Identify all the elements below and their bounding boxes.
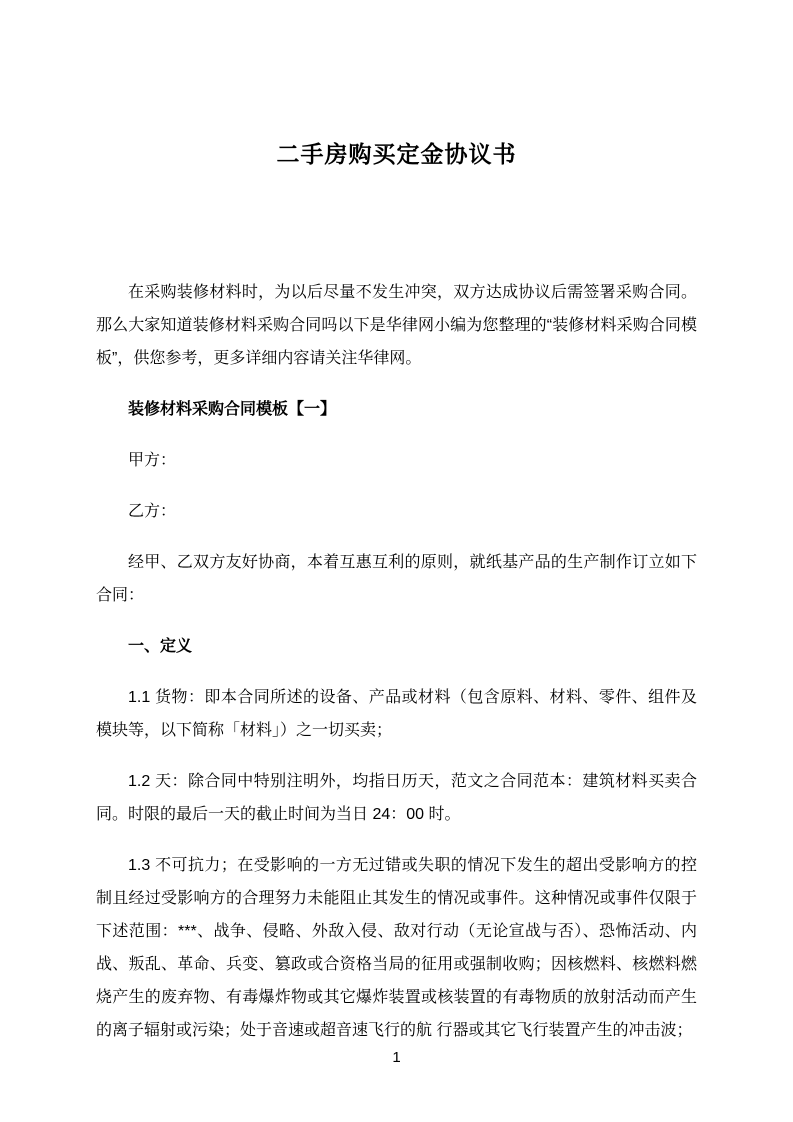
preamble-paragraph: 经甲、乙双方友好协商，本着互惠互利的原则，就纸基产品的生产制作订立如下合同： — [96, 554, 697, 604]
party-a-label: 甲方： — [128, 452, 177, 469]
template-heading: 装修材料采购合同模板【一】 — [128, 401, 337, 418]
intro-paragraph: 在采购装修材料时，为以后尽量不发生冲突，双方达成协议后需签署采购合同。那么大家知道装修材料采购合同吗以下是华律网小编为您整理的“装修材料采购合同模板”，供您参考，更多详细内容请关注华律网。 — [96, 284, 697, 367]
page-number: 1 — [392, 1049, 401, 1066]
clause-1-1: 1.1 货物：即本合同所述的设备、产品或材料（包含原料、材料、零件、组件及模块等，以下简称「材料」）之一切买卖； — [96, 689, 697, 739]
party-b-label: 乙方： — [128, 503, 177, 520]
document-title: 二手房购买定金协议书 — [276, 141, 517, 167]
clause-1-3: 1.3 不可抗力；在受影响的一方无过错或失职的情况下发生的超出受影响方的控制且经过受影响方的合理努力未能阻止其发生的情况或事件。这种情况或事件仅限于下述范围：***、战争、侵略、外敌入侵、敌对行动（无论宣战与否）、恐怖活动、内战、叛乱、革命、兵变、篡政或合资格当局的征用或强制收购；因核燃料、核燃料燃烧产生的废弃物、有毒爆炸物或其它爆炸装置或核装置的有毒物质的放射活动而产生的离子辐射或污染；处于音速或超音速飞行的航 行器或其它飞行装置产生的冲击波； — [96, 857, 697, 1039]
clause-1-2: 1.2 天：除合同中特别注明外，均指日历天，范文之合同范本：建筑材料买卖合同。时限的最后一天的截止时间为当日 24：00 时。 — [96, 773, 697, 823]
document-body — [0, 276, 793, 1047]
section1-heading: 一、定义 — [128, 638, 193, 655]
